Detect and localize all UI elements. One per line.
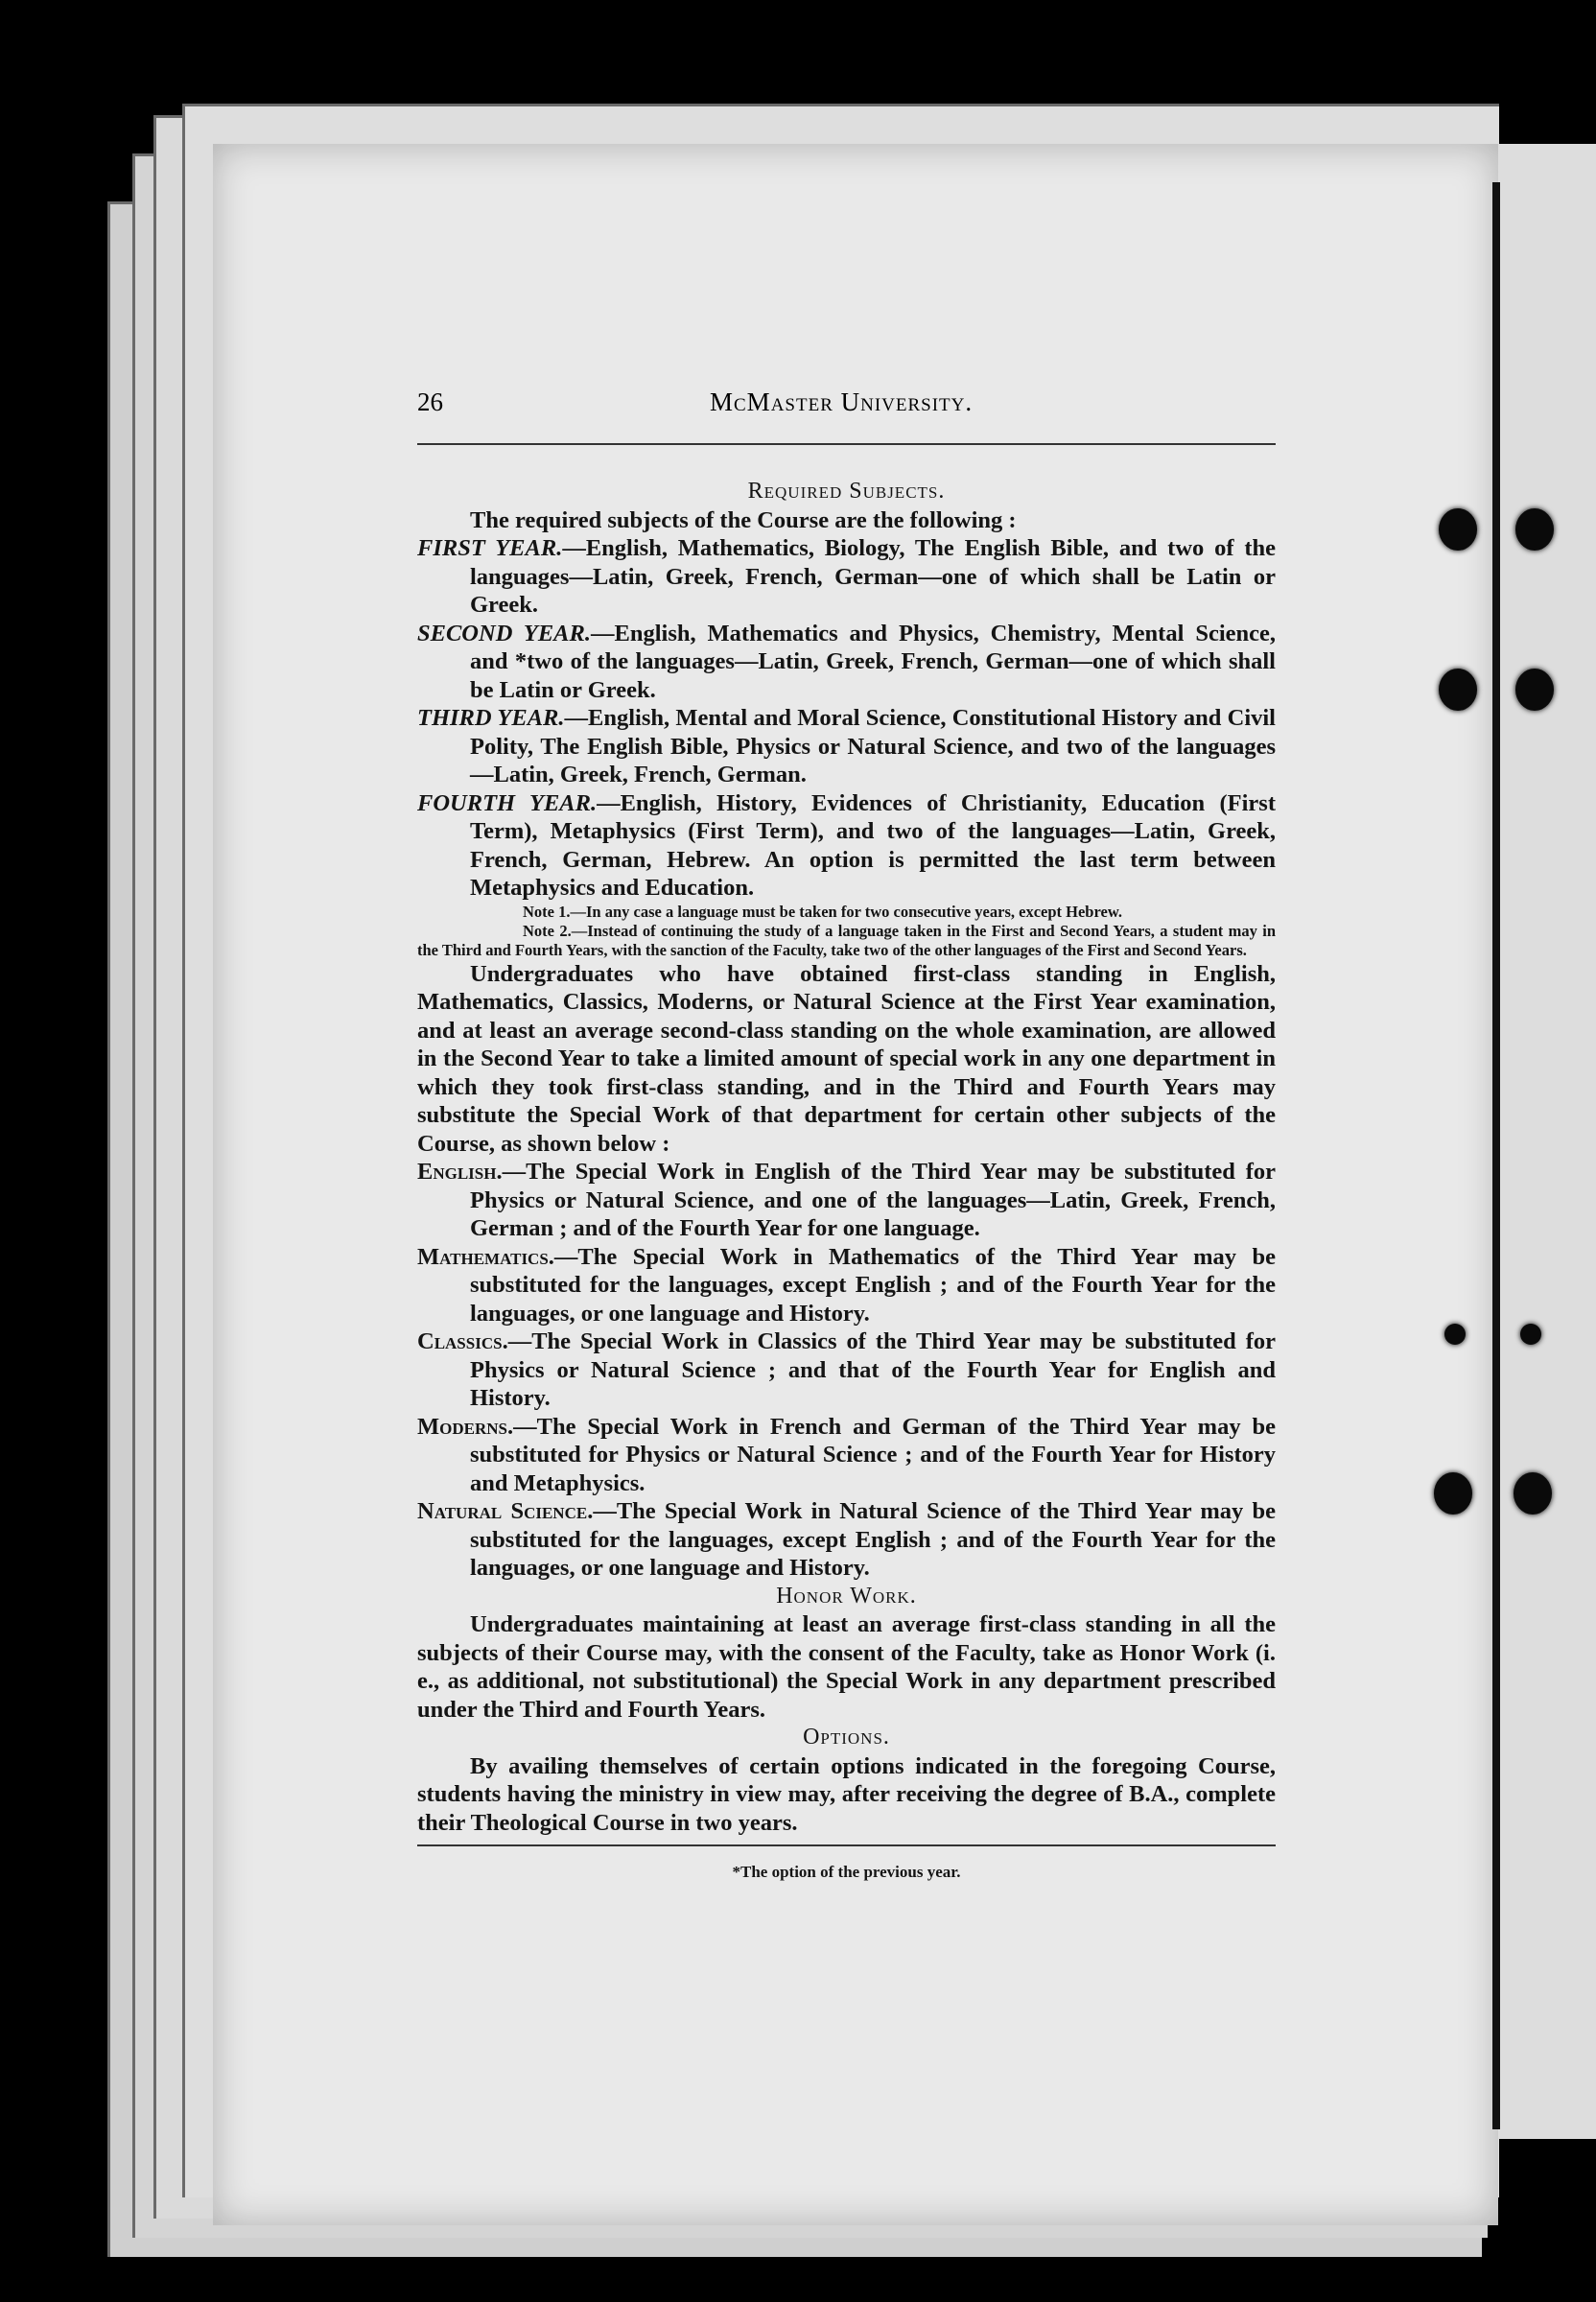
binding-hole — [1514, 1472, 1552, 1515]
department-label: English. — [417, 1159, 503, 1185]
year-label: THIRD YEAR. — [417, 705, 565, 731]
binding-hole — [1444, 1324, 1466, 1345]
department-label: Mathematics. — [417, 1243, 554, 1270]
honor-paragraph: Undergraduates maintaining at least an average first-class standing in all the subjects of their Course may, with the consent of the Faculty, take as Honor Work (i. e., as additional, not substitutional) the Special Work in any department prescribed under the Third and Fourth Years. — [417, 1611, 1276, 1723]
page-gutter — [1492, 182, 1500, 2129]
department-entry — [417, 1327, 1276, 1413]
binding-hole — [1439, 669, 1477, 711]
intro-paragraph: The required subjects of the Course are the following : — [470, 506, 1017, 533]
binding-hole — [1434, 1472, 1472, 1515]
year-text: —English, Mathematics and Physics, Chemistry, Mental Science, and *two of the languages—Latin, Greek, French, German—one of which shall be Latin or Greek. — [470, 620, 1277, 703]
department-entry — [417, 1158, 1276, 1243]
department-text: —The Special Work in Classics of the Third Year may be substituted for Physics or Natural Science ; and that of the Fourth Year for English and History. — [470, 1328, 1276, 1411]
department-text: —The Special Work in Natural Science of the Third Year may be substituted for the languages, except English ; and of the Fourth Year for the languages, or one language and History. — [470, 1498, 1277, 1581]
note-2: Note 2.—Instead of continuing the study of a language taken in the First and Second Years, a student may in the Third and Fourth Years, with the sanction of the Faculty, take two of the other languages of the First and Second Years. — [417, 921, 1276, 959]
note-1: Note 1.—In any case a language must be taken for two consecutive years, except Hebrew. — [523, 902, 1122, 921]
binding-hole — [1439, 508, 1477, 551]
department-label: Moderns. — [417, 1413, 514, 1440]
department-text: —The Special Work in French and German of the Third Year may be substituted for Physics or Natural Science ; and of the Fourth Year for History and Metaphysics. — [470, 1413, 1276, 1496]
year-text: —English, Mental and Moral Science, Constitutional History and Civil Polity, The English Bible, Physics or Natural Science, and two of the languages—Latin, Greek, French, German. — [470, 705, 1276, 787]
binding-hole — [1515, 669, 1554, 711]
department-text: —The Special Work in Mathematics of the Third Year may be substituted for the languages, except English ; and of the Fourth Year for the languages, or one language and History. — [470, 1243, 1276, 1327]
year-entry — [417, 704, 1276, 789]
page-header — [417, 382, 1276, 420]
undergrad-paragraph: Undergraduates who have obtained first-class standing in English, Mathematics, Classics, Moderns, or Natural Science at the First Year examination, and at least an average second-class standing on the whole examination, are allowed in the Second Year to take a limited amount of special work in any one department in which they took first-class standing, and in the Third and Fourth Years may substitute the Special Work of that department for certain other subjects of the Course, as shown below : — [417, 960, 1276, 1157]
section-heading: Required Subjects. — [747, 479, 946, 504]
facing-page — [1498, 144, 1596, 2139]
year-text: —English, History, Evidences of Christianity, Education (First Term), Metaphysics (First Term), and two of the languages—Latin, Greek, French, German, Hebrew. An option is permitted the last term between Metaphysics and Education. — [470, 789, 1276, 901]
department-entry — [417, 1243, 1276, 1328]
department-entry — [417, 1497, 1276, 1583]
year-entry — [417, 789, 1276, 903]
binding-hole — [1520, 1324, 1541, 1345]
text-body — [417, 478, 1276, 1887]
department-label: Natural Science. — [417, 1498, 594, 1524]
section-heading: Honor Work. — [776, 1583, 917, 1609]
header-rule — [417, 443, 1276, 445]
running-head: McMaster University. — [710, 388, 974, 416]
year-entry — [417, 620, 1276, 705]
options-paragraph: By availing themselves of certain options indicated in the foregoing Course, students having the ministry in view may, after receiving the degree of B.A., complete their Theological Course in two years. — [417, 1752, 1276, 1836]
year-label: FIRST YEAR. — [417, 535, 563, 561]
department-entry — [417, 1413, 1276, 1498]
footnote: *The option of the previous year. — [732, 1863, 961, 1881]
year-label: FOURTH YEAR. — [417, 789, 598, 816]
binding-hole — [1515, 508, 1554, 551]
year-text: —English, Mathematics, Biology, The English Bible, and two of the languages—Latin, Greek, French, German—one of which shall be Latin or Greek. — [470, 535, 1276, 618]
department-label: Classics. — [417, 1328, 508, 1354]
footnote-rule — [417, 1844, 1276, 1846]
year-label: SECOND YEAR. — [417, 620, 591, 646]
department-text: —The Special Work in English of the Third Year may be substituted for Physics or Natural Science, and one of the languages—Latin, Greek, French, German ; and of the Fourth Year for one language. — [470, 1159, 1276, 1241]
page-number: 26 — [417, 388, 443, 416]
section-heading: Options. — [803, 1725, 890, 1750]
year-entry — [417, 534, 1276, 620]
